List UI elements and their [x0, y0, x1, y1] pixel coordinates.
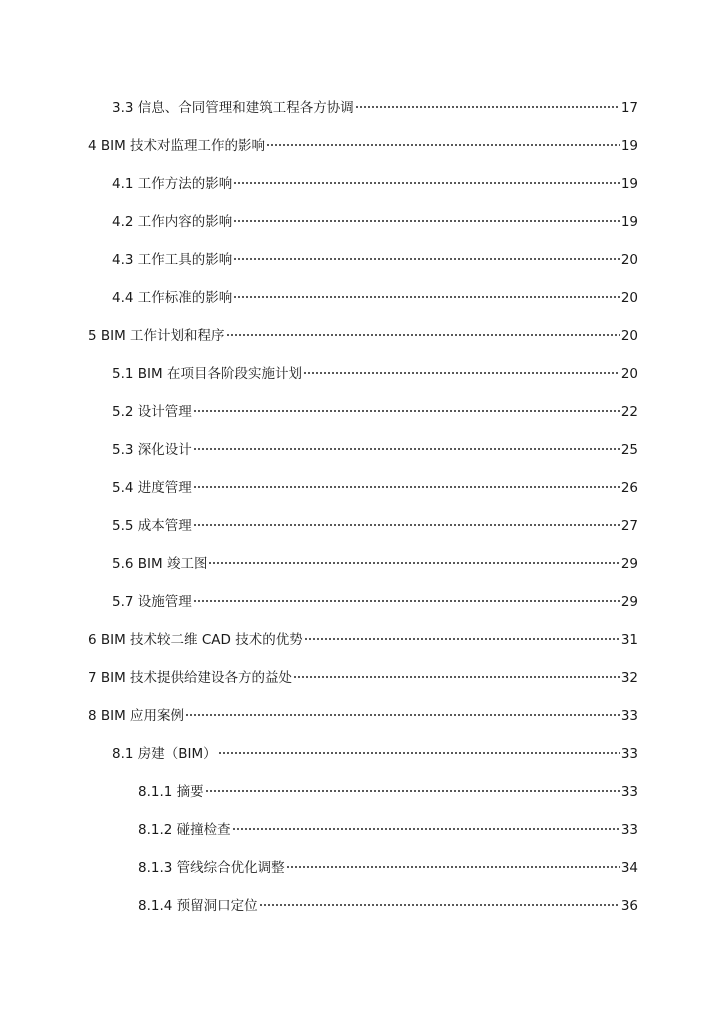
toc-dot-leader	[193, 519, 620, 527]
toc-entry-page: 29	[620, 556, 638, 572]
toc-entry[interactable]	[138, 894, 638, 918]
toc-entry-title: 5.7 设施管理	[112, 594, 192, 610]
toc-entry-title: 5 BIM 工作计划和程序	[88, 328, 225, 344]
toc-dot-leader	[233, 215, 620, 223]
toc-entry[interactable]	[112, 552, 638, 576]
toc-entry[interactable]	[112, 248, 638, 272]
toc-entry-title: 8.1 房建（BIM）	[112, 746, 217, 762]
toc-entry[interactable]	[112, 476, 638, 500]
toc-dot-leader	[218, 747, 620, 755]
toc-entry-page: 36	[620, 898, 638, 914]
toc-entry[interactable]	[88, 704, 638, 728]
toc-dot-leader	[226, 329, 620, 337]
toc-entry-page: 19	[620, 176, 638, 192]
toc-entry-title: 5.6 BIM 竣工图	[112, 556, 208, 572]
toc-entry[interactable]	[112, 286, 638, 310]
toc-entry[interactable]	[112, 172, 638, 196]
toc-entry-page: 20	[620, 366, 638, 382]
toc-entry-title: 5.3 深化设计	[112, 442, 192, 458]
toc-entry[interactable]	[112, 362, 638, 386]
toc-entry-title: 3.3 信息、合同管理和建筑工程各方协调	[112, 100, 354, 116]
toc-entry-title: 5.5 成本管理	[112, 518, 192, 534]
toc-dot-leader	[193, 595, 620, 603]
toc-entry-page: 22	[620, 404, 638, 420]
toc-dot-leader	[233, 291, 620, 299]
toc-entry-page: 25	[620, 442, 638, 458]
toc-entry-page: 33	[620, 784, 638, 800]
toc-dot-leader	[185, 709, 620, 717]
toc-entry-page: 27	[620, 518, 638, 534]
toc-dot-leader	[303, 367, 620, 375]
toc-entry[interactable]	[88, 666, 638, 690]
toc-entry-title: 8.1.4 预留洞口定位	[138, 898, 258, 914]
toc-entry-page: 20	[620, 290, 638, 306]
toc-dot-leader	[193, 443, 620, 451]
toc-dot-leader	[208, 557, 619, 565]
toc-entry-page: 33	[620, 708, 638, 724]
toc-entry[interactable]	[112, 514, 638, 538]
toc-entry-title: 4.3 工作工具的影响	[112, 252, 233, 268]
toc-entry-page: 29	[620, 594, 638, 610]
toc-entry[interactable]	[88, 324, 638, 348]
toc-dot-leader	[205, 785, 620, 793]
toc-entry-title: 5.1 BIM 在项目各阶段实施计划	[112, 366, 302, 382]
toc-dot-leader	[355, 101, 620, 109]
toc-entry-page: 32	[620, 670, 638, 686]
toc-entry-title: 4.2 工作内容的影响	[112, 214, 233, 230]
toc-entry-title: 4.1 工作方法的影响	[112, 176, 233, 192]
toc-entry-page: 19	[620, 214, 638, 230]
toc-entry[interactable]	[88, 134, 638, 158]
toc-entry-title: 4.4 工作标准的影响	[112, 290, 233, 306]
toc-dot-leader	[259, 899, 620, 907]
toc-dot-leader	[233, 177, 620, 185]
toc-entry[interactable]	[112, 96, 638, 120]
toc-entry-title: 5.2 设计管理	[112, 404, 192, 420]
toc-entry-page: 19	[620, 138, 638, 154]
toc-entry-title: 8.1.1 摘要	[138, 784, 204, 800]
toc-entry[interactable]	[138, 818, 638, 842]
toc-entry[interactable]	[138, 780, 638, 804]
toc-dot-leader	[286, 861, 620, 869]
toc-entry-page: 33	[620, 746, 638, 762]
toc-entry-page: 17	[620, 100, 638, 116]
toc-entry-title: 7 BIM 技术提供给建设各方的益处	[88, 670, 293, 686]
toc-entry-title: 8.1.2 碰撞检查	[138, 822, 231, 838]
toc-entry-page: 31	[620, 632, 638, 648]
toc-entry-page: 20	[620, 252, 638, 268]
toc-entry[interactable]	[138, 856, 638, 880]
toc-dot-leader	[233, 253, 620, 261]
toc-dot-leader	[193, 481, 620, 489]
toc-entry[interactable]	[112, 742, 638, 766]
toc-entry[interactable]	[112, 590, 638, 614]
toc-dot-leader	[266, 139, 620, 147]
toc-entry[interactable]	[112, 438, 638, 462]
toc-entry[interactable]	[88, 628, 638, 652]
toc-entry-title: 8.1.3 管线综合优化调整	[138, 860, 285, 876]
toc-entry-title: 6 BIM 技术较二维 CAD 技术的优势	[88, 632, 303, 648]
toc-dot-leader	[232, 823, 620, 831]
toc-entry[interactable]	[112, 210, 638, 234]
toc-entry-page: 33	[620, 822, 638, 838]
toc-entry-title: 8 BIM 应用案例	[88, 708, 185, 724]
toc-entry-page: 34	[620, 860, 638, 876]
toc-entry[interactable]	[112, 400, 638, 424]
toc-dot-leader	[293, 671, 620, 679]
toc-dot-leader	[304, 633, 620, 641]
toc-entry-title: 4 BIM 技术对监理工作的影响	[88, 138, 266, 154]
toc-entry-title: 5.4 进度管理	[112, 480, 192, 496]
toc-entry-page: 26	[620, 480, 638, 496]
toc-entry-page: 20	[620, 328, 638, 344]
toc-dot-leader	[193, 405, 620, 413]
